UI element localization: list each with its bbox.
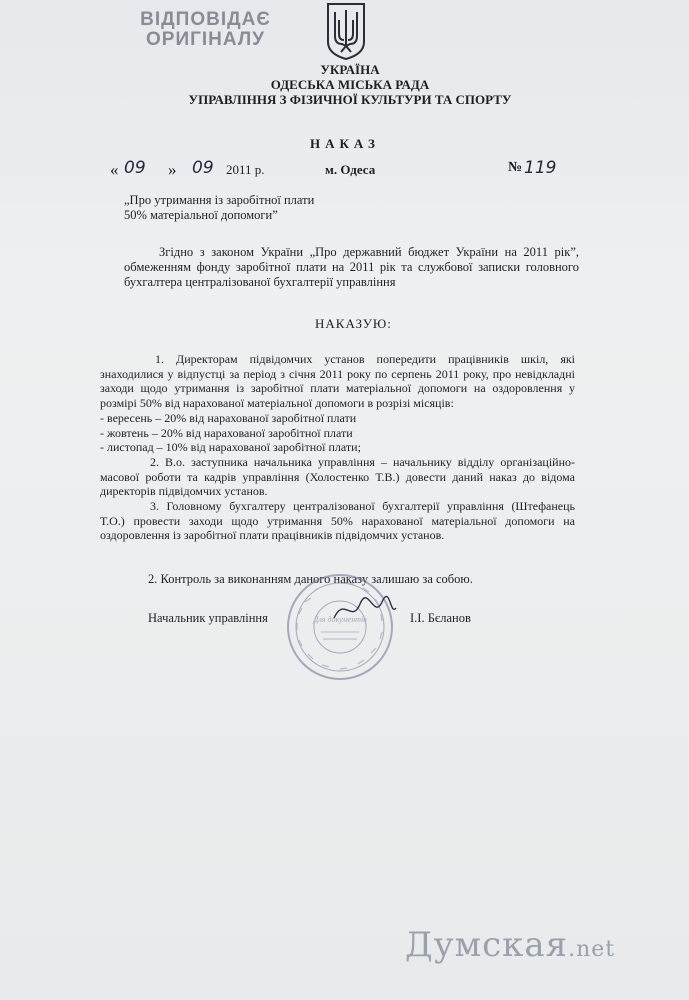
date-line [110, 158, 580, 184]
stamp-vidpovidaie-oryhinalu [138, 10, 273, 50]
control-clause: 2. Контроль за виконанням даного наказу залишаю за собою. [148, 572, 473, 586]
header-department: УПРАВЛІННЯ З ФІЗИЧНОЇ КУЛЬТУРИ ТА СПОРТУ [188, 92, 512, 107]
trident-coat-of-arms-icon [325, 2, 367, 60]
round-stamp-text: Для документів [313, 615, 367, 624]
watermark-suffix: .net [568, 937, 616, 962]
header-city-council: ОДЕСЬКА МІСЬКА РАДА [270, 77, 430, 92]
order-subject [124, 193, 314, 223]
date-month: 09 [192, 158, 214, 178]
stamp-line-2: ОРИГІНАЛУ [146, 29, 265, 50]
watermark-main: Думская [405, 925, 569, 965]
stamp-line-1: ВІДПОВІДАЄ [140, 9, 271, 30]
item-1: 1. Директорам підвідомчих установ попередити працівників шкіл, які знаходилися у відпустці за період з січня 2011 року по серпень 2011 року, про невідкладні заходи щодо утримання із заробітної плати матеріальної допомоги на оздоровлення у розмірі 50% від нарахованої матеріальної допомоги в розрізі місяців: [100, 352, 575, 411]
header-country: УКРАЇНА [320, 62, 380, 77]
item-3: 3. Головному бухгалтеру централізованої бухгалтерії управління (Штефанець Т.О.) провести заходи щодо утримання 50% нарахованої матеріальної допомоги на оздоровлення із заробітної плати працівників підвідомчих установ. [100, 499, 575, 543]
date-close-quote: » [168, 160, 177, 179]
item-2: 2. В.о. заступника начальника управління – начальнику відділу організаційно-масової роботи та кадрів управління (Холостенко Т.В.) довести даний наказ до відома директорів підвідомчих установ. [100, 454, 575, 499]
city: м. Одеса [325, 162, 376, 177]
site-watermark [405, 925, 615, 965]
signatory-name: І.І. Бєланов [410, 611, 471, 625]
order-items [100, 352, 575, 543]
handwritten-signature [330, 590, 400, 630]
item-1-bullet-september: - вересень – 20% від нарахованої заробітної плати [100, 410, 357, 425]
subject-line-1: „Про утримання із заробітної плати [124, 193, 315, 207]
date-year: 2011 р. [226, 162, 265, 177]
item-1-bullet-november: - листопад – 10% від нарахованої заробітної плати; [100, 440, 361, 455]
order-title: НАКАЗ [310, 136, 380, 151]
header-block [170, 62, 530, 107]
order-number-label: № [508, 160, 523, 175]
date-day: 09 [124, 158, 146, 178]
subject-line-2: 50% матеріальної допомоги” [124, 208, 278, 222]
order-number: 119 [524, 158, 557, 178]
nakazuyu-heading: НАКАЗУЮ: [315, 316, 392, 331]
date-open-quote: « [110, 160, 119, 179]
signatory-title: Начальник управління [148, 611, 268, 625]
item-1-bullet-october: - жовтень – 20% від нарахованої заробітної плати [100, 425, 353, 440]
preamble-paragraph: Згідно з законом України „Про державний бюджет України на 2011 рік”, обмеженням фонду заробітної плати на 2011 рік та службової записки головного бухгалтера централізованої бухгалтерії управління [124, 245, 579, 289]
